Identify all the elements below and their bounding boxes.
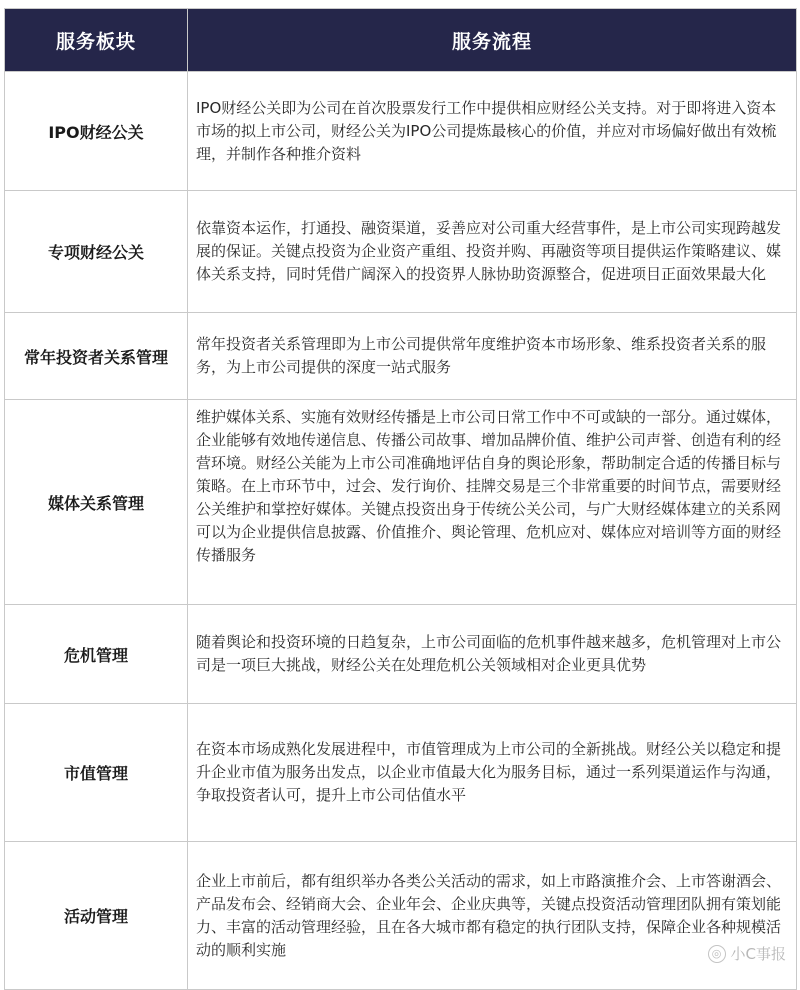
row-description-text: 企业上市前后，都有组织举办各类公关活动的需求，如上市路演推介会、上市答谢酒会、产品发布会、经销商大会、企业年会、企业庆典等，关键点投资活动管理团队拥有策划能力、丰富的活动管理经验，且在各大城市都有稳定的执行团队支持，保障企业各种规模活动的顺利实施 [196,871,782,959]
watermark [708,943,786,964]
row-description [188,605,797,704]
row-description [188,842,797,990]
table-header-row [5,9,797,72]
table-row [5,842,797,990]
row-category: 专项财经公关 [5,191,188,313]
watermark-logo-icon: ◎ [708,945,726,963]
row-description-text: IPO财经公关即为公司在首次股票发行工作中提供相应财经公关支持。对于即将进入资本市场的拟上市公司，财经公关为IPO公司提炼最核心的价值，并应对市场偏好做出有效梳理，并制作各种推介资料 [196,98,777,163]
header-service-sector: 服务板块 [5,9,188,72]
row-description-text: 随着舆论和投资环境的日趋复杂，上市公司面临的危机事件越来越多，危机管理对上市公司是一项巨大挑战，财经公关在处理危机公关领域相对企业更具优势 [196,633,782,674]
row-description [188,400,797,605]
table-row [5,400,797,605]
row-description-text: 常年投资者关系管理即为上市公司提供常年度维护资本市场形象、维系投资者关系的服务，为上市公司提供的深度一站式服务 [196,335,767,376]
table-row [5,191,797,313]
row-description [188,313,797,400]
row-category: 危机管理 [5,605,188,704]
row-description [188,191,797,313]
table-row [5,704,797,842]
header-service-process: 服务流程 [188,9,797,72]
row-category: 常年投资者关系管理 [5,313,188,400]
table-row [5,605,797,704]
services-table [4,8,797,990]
watermark-text: 小C事报 [730,945,786,963]
row-category: 活动管理 [5,842,188,990]
row-description-text: 维护媒体关系、实施有效财经传播是上市公司日常工作中不可或缺的一部分。通过媒体，企业能够有效地传递信息、传播公司故事、增加品牌价值、维护公司声誉、创造有利的经营环境。财经公关能为上市公司准确地评估自身的舆论形象，帮助制定合适的传播目标与策略。在上市环节中，过会、发行询价、挂牌交易是三个非常重要的时间节点，需要财经公关维护和掌控好媒体。关键点投资出身于传统公关公司，与广大财经媒体建立的关系网可以为企业提供信息披露、价值推介、舆论管理、危机应对、媒体应对培训等方面的财经传播服务 [196,408,782,564]
table-row [5,72,797,191]
row-category: IPO财经公关 [5,72,188,191]
table-row [5,313,797,400]
row-description [188,704,797,842]
row-description [188,72,797,191]
row-category: 媒体关系管理 [5,400,188,605]
row-description-text: 依靠资本运作，打通投、融资渠道，妥善应对公司重大经营事件，是上市公司实现跨越发展的保证。关键点投资为企业资产重组、投资并购、再融资等项目提供运作策略建议、媒体关系支持，同时凭借广阔深入的投资界人脉协助资源整合，促进项目正面效果最大化 [196,219,782,283]
row-description-text: 在资本市场成熟化发展进程中，市值管理成为上市公司的全新挑战。财经公关以稳定和提升企业市值为服务出发点，以企业市值最大化为服务目标，通过一系列渠道运作与沟通，争取投资者认可，提升上市公司估值水平 [196,740,782,804]
row-category: 市值管理 [5,704,188,842]
